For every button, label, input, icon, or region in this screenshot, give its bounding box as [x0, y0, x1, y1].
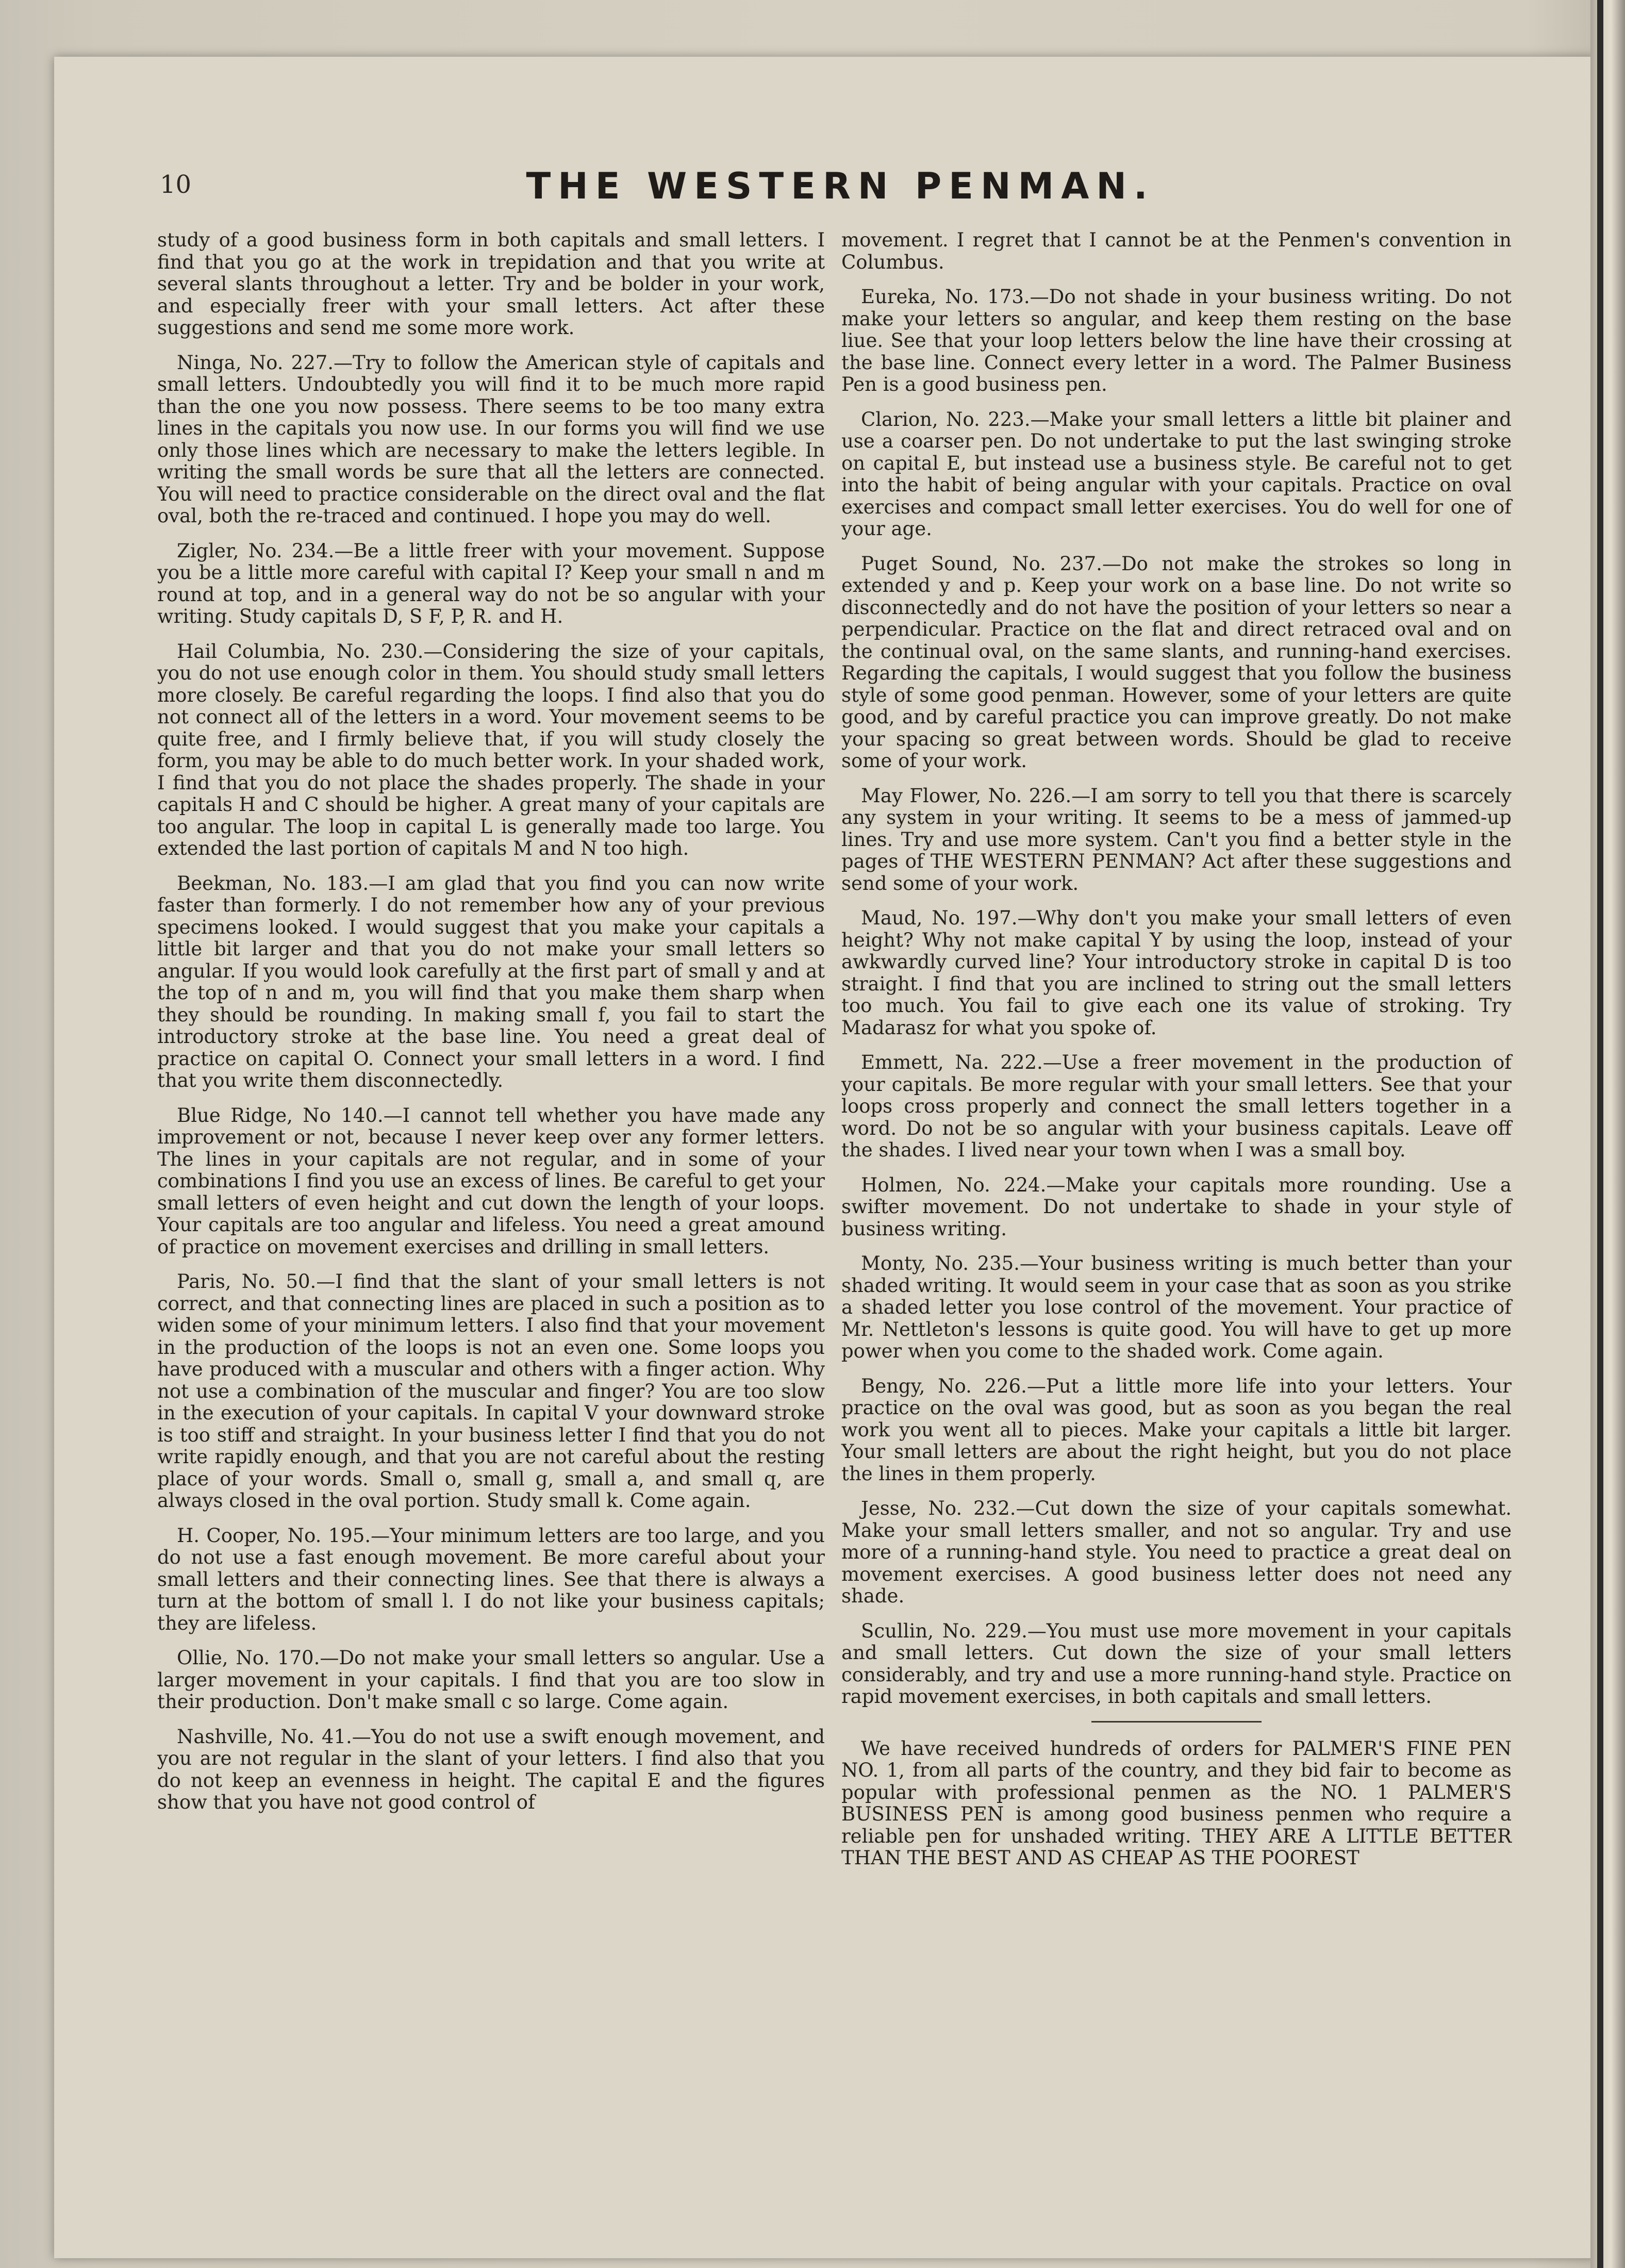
page-title: THE WESTERN PENMAN.	[526, 165, 1155, 207]
article-paragraph: Monty, No. 235.—Your business writing is much better than your shaded writing. It would seem in your case that as soon as you strike a shaded letter you lose control of the movement. Your practice of Mr. Nettleton's lessons is quite good. You will have to get up more power when you come to the shaded work. Come again.	[841, 1252, 1512, 1362]
article-paragraph: Jesse, No. 232.—Cut down the size of your capitals somewhat. Make your small letters smaller, and not so angular. Try and use more of a running-hand style. You need to practice a great deal on movement exercises. A good business letter does not need any shade.	[841, 1497, 1512, 1607]
article-paragraph: Beekman, No. 183.—I am glad that you find you can now write faster than formerly. I do not remember how any of your previous specimens looked. I would suggest that you make your capitals a little bit larger and that you do not make your small letters so angular. If you would look carefully at the first part of small y and at the top of n and m, you will find that you make them sharp when they should be rounding. In making small f, you fail to start the introductory stroke at the base line. You need a great deal of practice on capital O. Connect your small letters in a word. I find that you write them disconnectedly.	[157, 872, 825, 1091]
article-paragraph: Paris, No. 50.—I find that the slant of your small letters is not correct, and that connecting lines are placed in such a position as to widen some of your minimum letters. I also find that your movement in the production of the loops is not an even one. Some loops you have produced with a muscular and others with a finger action. Why not use a combination of the muscular and finger? You are too slow in the execution of your capitals. In capital V your downward stroke is too stiff and straight. In your business letter I find that you do not write rapidly enough, and that you are not careful about the resting place of your words. Small o, small g, small a, and small q, are always closed in the oval portion. Study small k. Come again.	[157, 1270, 825, 1512]
article-paragraph: May Flower, No. 226.—I am sorry to tell you that there is scarcely any system in your writing. It seems to be a mess of jammed-up lines. Try and use more system. Can't you find a better style in the pages of THE WESTERN PENMAN? Act after these suggestions and send some of your work.	[841, 784, 1512, 895]
article-paragraph: movement. I regret that I cannot be at the Penmen's convention in Columbus.	[841, 229, 1512, 273]
article-paragraph: Hail Columbia, No. 230.—Considering the size of your capitals, you do not use enough color in them. You should study small letters more closely. Be careful regarding the loops. I find also that you do not connect all of the letters in a word. Your movement seems to be quite free, and I firmly believe that, if you will study closely the form, you may be able to do much better work. In your shaded work, I find that you do not place the shades properly. The shade in your capitals H and C should be higher. A great many of your capitals are too angular. The loop in capital L is generally made too large. You extended the last portion of capitals M and N too high.	[157, 640, 825, 859]
article-paragraph: Bengy, No. 226.—Put a little more life into your letters. Your practice on the oval was good, but as soon as you began the real work you went all to pieces. Make your capitals a little bit larger. Your small letters are about the right height, but you do not place the lines in them properly.	[841, 1375, 1512, 1485]
page-number: 10	[160, 170, 192, 199]
article-paragraph: Ollie, No. 170.—Do not make your small letters so angular. Use a larger movement in your capitals. I find that you are too slow in their production. Don't make small c so large. Come again.	[157, 1647, 825, 1713]
article-paragraph: Zigler, No. 234.—Be a little freer with your movement. Suppose you be a little more careful with capital I? Keep your small n and m round at top, and in a general way do not be so angular with your writing. Study capitals D, S F, P, R. and H.	[157, 539, 825, 627]
book-spine	[1590, 0, 1625, 2268]
page-header	[160, 165, 1521, 217]
left-column	[157, 229, 825, 1827]
article-paragraph: Maud, No. 197.—Why don't you make your small letters of even height? Why not make capital Y by using the loop, instead of your awkwardly curved line? Your introductory stroke in capital D is too straight. I find that you are inclined to string out the small letters too much. You fail to give each one its value of stroking. Try Madarasz for what you spoke of.	[841, 907, 1512, 1039]
article-paragraph: Holmen, No. 224.—Make your capitals more rounding. Use a swifter movement. Do not undertake to shade in your style of business writing.	[841, 1173, 1512, 1240]
article-paragraph: H. Cooper, No. 195.—Your minimum letters are too large, and you do not use a fast enough movement. Be more careful about your small letters and their connecting lines. See that there is always a turn at the bottom of small l. I do not like your business capitals; they are lifeless.	[157, 1524, 825, 1634]
page-gutter-shadow	[1597, 0, 1603, 2268]
article-paragraph: Ninga, No. 227.—Try to follow the American style of capitals and small letters. Undoubtedly you will find it to be much more rapid than the one you now possess. There seems to be too many extra lines in the capitals you now use. In our forms you will find we use only those lines which are necessary to make the letters legible. In writing the small words be sure that all the letters are connected. You will need to practice considerable on the direct oval and the flat oval, both the re-traced and continued. I hope you may do well.	[157, 351, 825, 527]
article-paragraph: Emmett, Na. 222.—Use a freer movement in the production of your capitals. Be more regular with your small letters. See that your loops cross properly and connect the small letters together in a word. Do not be so angular with your business capitals. Leave off the shades. I lived near your town when I was a small boy.	[841, 1051, 1512, 1161]
article-paragraph: Eureka, No. 173.—Do not shade in your business writing. Do not make your letters so angular, and keep them resting on the base liue. See that your loop letters below the line have their crossing at the base line. Connect every letter in a word. The Palmer Business Pen is a good business pen.	[841, 286, 1512, 395]
pen-advertisement-notice: We have received hundreds of orders for PALMER'S FINE PEN NO. 1, from all parts of the country, and they bid fair to become as popular with professional penmen as the NO. 1 PALMER'S BUSINESS PEN is among good business penmen who require a reliable pen for unshaded writing. THEY ARE A LITTLE BETTER THAN THE BEST AND AS CHEAP AS THE POOREST	[841, 1737, 1512, 1869]
article-paragraph: Puget Sound, No. 237.—Do not make the strokes so long in extended y and p. Keep your work on a base line. Do not write so disconnectedly and do not have the position of your letters so near a perpendicular. Practice on the flat and direct retraced oval and on the continual oval, on the same slants, and running-hand exercises. Regarding the capitals, I would suggest that you follow the business style of some good penman. However, some of your letters are quite good, and by careful practice you can improve greatly. Do not make your spacing so great between words. Should be glad to receive some of your work.	[841, 552, 1512, 772]
article-paragraph: Nashville, No. 41.—You do not use a swift enough movement, and you are not regular in the slant of your letters. I find also that you do not keep an evenness in height. The capital E and the figures show that you have not good control of	[157, 1725, 825, 1813]
article-paragraph: Blue Ridge, No 140.—I cannot tell whether you have made any improvement or not, because I never keep over any former letters. The lines in your capitals are not regular, and in some of your combinations I find you use an excess of lines. Be careful to get your small letters of even height and cut down the length of your loops. Your capitals are too angular and lifeless. You need a great amound of practice on movement exercises and drilling in small letters.	[157, 1104, 825, 1258]
article-paragraph: Clarion, No. 223.—Make your small letters a little bit plainer and use a coarser pen. Do not undertake to put the last swinging stroke on capital E, but instead use a business style. Be careful not to get into the habit of being angular with your capitals. Practice on oval exercises and compact small letter exercises. You do well for one of your age.	[841, 408, 1512, 540]
section-divider	[1091, 1721, 1262, 1723]
article-paragraph: Scullin, No. 229.—You must use more movement in your capitals and small letters. Cut down the size of your small letters considerably, and try and use a more running-hand style. Practice on rapid movement exercises, in both capitals and small letters.	[841, 1619, 1512, 1708]
right-column	[841, 229, 1512, 1882]
article-paragraph: study of a good business form in both capitals and small letters. I find that you go at the work in trepidation and that you write at several slants throughout a letter. Try and be bolder in your work, and especially freer with your small letters. Act after these suggestions and send me some more work.	[157, 229, 825, 339]
